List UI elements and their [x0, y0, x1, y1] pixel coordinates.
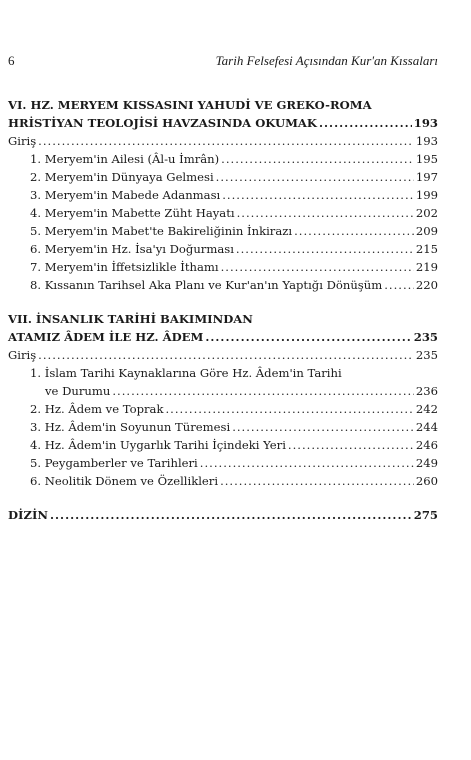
dot-leader — [384, 276, 414, 294]
dot-leader — [38, 346, 414, 364]
entry-label: Giriş — [8, 134, 37, 148]
toc-entry[interactable] — [8, 436, 438, 454]
entry-label: ve Durumu — [45, 384, 111, 398]
entry-page: 219 — [415, 260, 438, 274]
toc-entry[interactable] — [8, 400, 438, 418]
entry-page: 220 — [415, 278, 438, 292]
entry-label: 8. Kıssanın Tarihsel Aka Planı ve Kur'an'ın Yaptığı Dönüşüm — [30, 278, 383, 292]
dot-leader — [220, 472, 414, 490]
dot-leader — [200, 454, 414, 472]
entry-label: HRİSTİYAN TEOLOJİSİ HAVZASINDA OKUMAK — [8, 116, 317, 130]
toc-entry[interactable] — [8, 240, 438, 258]
dot-leader — [221, 150, 414, 168]
section7-title-line1: VII. İNSANLIK TARİHİ BAKIMINDAN — [8, 312, 253, 326]
entry-page: 202 — [415, 206, 438, 220]
entry-label: 2. Meryem'in Dünyaya Gelmesi — [30, 170, 214, 184]
entry-page: 235 — [415, 348, 438, 362]
dot-leader — [216, 168, 414, 186]
dot-leader — [294, 222, 414, 240]
dot-leader — [38, 132, 414, 150]
dot-leader — [232, 418, 414, 436]
section7-title-line2[interactable] — [8, 328, 438, 346]
spacer — [8, 294, 438, 310]
entry-page: 260 — [415, 474, 438, 488]
entry-page: 193 — [415, 134, 438, 148]
entry-page: 197 — [415, 170, 438, 184]
toc-entry[interactable] — [8, 472, 438, 490]
toc-entry[interactable] — [8, 222, 438, 240]
section7-entries — [8, 400, 438, 490]
entry-page: 195 — [415, 152, 438, 166]
dot-leader — [221, 258, 414, 276]
entry-label: 2. Hz. Âdem ve Toprak — [30, 402, 164, 416]
entry-label: ATAMIZ ÂDEM İLE HZ. ÂDEM — [8, 330, 204, 344]
dot-leader — [222, 186, 414, 204]
entry-label: 1. Meryem'in Ailesi (Âl-u İmrân) — [30, 152, 220, 166]
table-of-contents — [8, 96, 438, 524]
toc-entry[interactable] — [8, 418, 438, 436]
dot-leader — [319, 114, 412, 132]
entry-label: 5. Peygamberler ve Tarihleri — [30, 456, 198, 470]
toc-entry-1-line1: 1. İslam Tarihi Kaynaklarına Göre Hz. Âdem'in Tarihi — [30, 366, 342, 380]
dot-leader — [165, 400, 413, 418]
entry-label: DİZİN — [8, 508, 48, 522]
dot-leader — [112, 382, 414, 400]
toc-entry-1-line2[interactable] — [8, 382, 438, 400]
toc-entry-intro[interactable] — [8, 346, 438, 364]
entry-label: 6. Neolitik Dönem ve Özellikleri — [30, 474, 219, 488]
entry-page: 244 — [415, 420, 438, 434]
page-header — [8, 53, 438, 69]
entry-page: 235 — [413, 330, 438, 344]
entry-page: 199 — [415, 188, 438, 202]
toc-entry[interactable] — [8, 204, 438, 222]
entry-label: 6. Meryem'in Hz. İsa'yı Doğurması — [30, 242, 234, 256]
entry-label: 3. Meryem'in Mabede Adanması — [30, 188, 221, 202]
toc-entry[interactable] — [8, 454, 438, 472]
toc-entry[interactable] — [8, 168, 438, 186]
entry-label: 7. Meryem'in İffetsizlikle İthamı — [30, 260, 219, 274]
entry-label: 5. Meryem'in Mabet'te Bakireliğinin İnkirazı — [30, 224, 293, 238]
running-title: Tarih Felsefesi Açısından Kur'an Kıssaları — [215, 53, 438, 68]
entry-label: 3. Hz. Âdem'in Soyunun Türemesi — [30, 420, 231, 434]
entry-page: 242 — [415, 402, 438, 416]
dot-leader — [237, 204, 414, 222]
dot-leader — [236, 240, 414, 258]
entry-page: 215 — [415, 242, 438, 256]
entry-label: 4. Hz. Âdem'in Uygarlık Tarihi İçindeki Yeri — [30, 438, 286, 452]
entry-page: 236 — [415, 384, 438, 398]
toc-entry[interactable] — [8, 132, 438, 150]
toc-entry[interactable] — [8, 186, 438, 204]
section6-entries — [8, 132, 438, 294]
toc-entry-index[interactable] — [8, 506, 438, 524]
entry-page: 249 — [415, 456, 438, 470]
page-number: 6 — [8, 53, 15, 68]
toc-entry[interactable] — [8, 258, 438, 276]
toc-entry[interactable] — [8, 150, 438, 168]
toc-entry[interactable] — [8, 276, 438, 294]
section6-title-line1: VI. HZ. MERYEM KISSASINI YAHUDİ VE GREKO-ROMA — [8, 98, 372, 112]
entry-page: 275 — [413, 508, 438, 522]
dot-leader — [205, 328, 411, 346]
entry-label: Giriş — [8, 348, 37, 362]
entry-label: 4. Meryem'in Mabette Züht Hayatı — [30, 206, 235, 220]
spacer — [8, 490, 438, 506]
dot-leader — [50, 506, 412, 524]
entry-page: 193 — [413, 116, 438, 130]
entry-page: 209 — [415, 224, 438, 238]
section6-title-line2[interactable] — [8, 114, 438, 132]
dot-leader — [288, 436, 414, 454]
entry-page: 246 — [415, 438, 438, 452]
